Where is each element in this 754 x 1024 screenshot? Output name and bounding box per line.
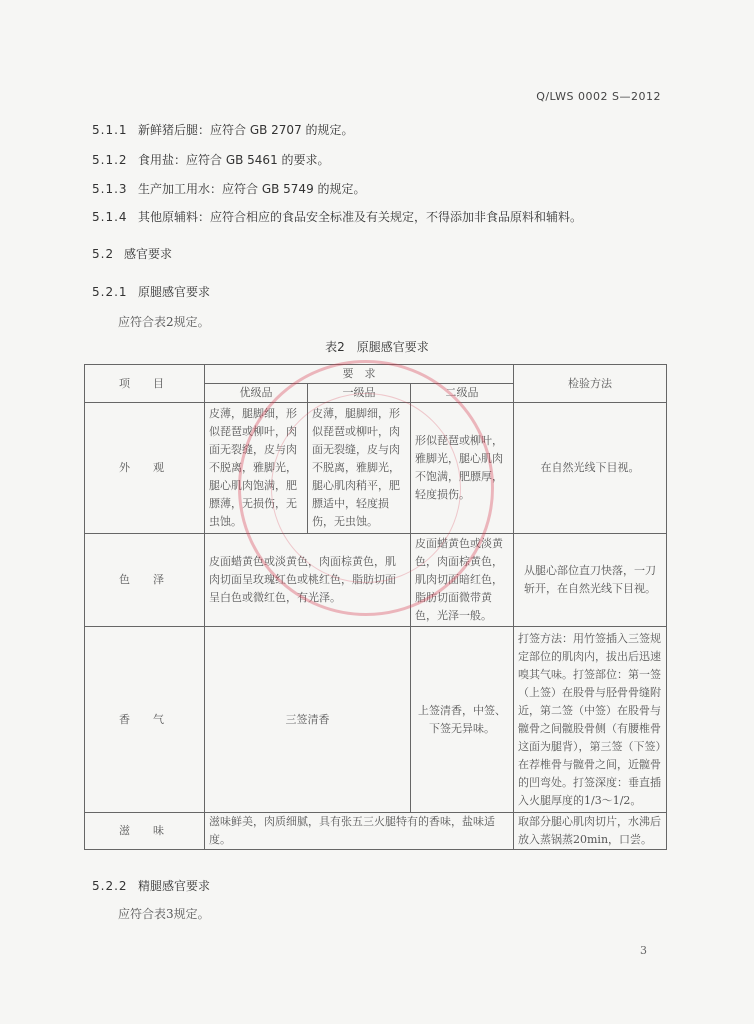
clause-text: 食用盐：应符合 GB 5461 的要求。 [138,153,330,167]
header-requirements: 要 求 [205,365,514,384]
table-header-row [85,365,667,384]
clause-text: 新鲜猪后腿：应符合 GB 2707 的规定。 [138,123,354,137]
cell-second: 皮面蜡黄色或淡黄色，肉面棕黄色，肌肉切面暗红色，脂肪切面微带黄色，光泽一般。 [411,534,514,627]
cell-method: 取部分腿心肌肉切片，水沸后放入蒸锅蒸20min，口尝。 [514,813,667,850]
cell-second: 形似琵琶或柳叶，雅脚光，腿心肌肉不饱满，肥膘厚，轻度损伤。 [411,403,514,534]
header-item: 项 目 [85,365,205,403]
section-5-2-1-heading [92,283,210,300]
cell-item: 香 气 [85,627,205,813]
clause-5-1-4 [92,208,582,225]
section-title: 原腿感官要求 [138,285,211,299]
cell-method: 从腿心部位直刀快落，一刀斩开，在自然光线下目视。 [514,534,667,627]
cell-item: 色 泽 [85,534,205,627]
cell-all-grades: 滋味鲜美，肉质细腻，具有张五三火腿特有的香味，盐味适度。 [205,813,514,850]
document-id: Q/LWS 0002 S—2012 [536,90,661,103]
section-number: 5.2 [92,247,115,261]
clause-number: 5.1.1 [92,123,128,137]
clause-5-1-1 [92,121,354,138]
cell-first: 皮薄，腿脚细，形似琵琶或柳叶，肉面无裂缝，皮与肉不脱离，雅脚光，腿心肌肉稍平，肥膘适中，轻度损伤，无虫蚀。 [308,403,411,534]
clause-text: 生产加工用水：应符合 GB 5749 的规定。 [138,182,366,196]
clause-5-1-2 [92,151,330,168]
sensory-requirements-table [84,364,667,850]
cell-premium-first: 皮面蜡黄色或淡黄色，肉面棕黄色，肌肉切面呈玫瑰红色或桃红色，脂肪切面呈白色或微红色，有光泽。 [205,534,411,627]
table-row-appearance [85,403,667,534]
page-number: 3 [640,944,647,957]
section-title: 感官要求 [124,247,173,261]
section-5-2-heading [92,245,172,262]
cell-method: 在自然光线下目视。 [514,403,667,534]
cell-second: 上签清香，中签、下签无异味。 [411,627,514,813]
section-number: 5.2.2 [92,879,128,893]
header-grade-second: 二级品 [411,384,514,403]
cell-method: 打签方法：用竹签插入三签规定部位的肌肉内，拔出后迅速嗅其气味。打签部位：第一签（上签）在股骨与胫骨骨缝附近，第二签（中签）在股骨与髋骨之间髋股骨侧（有腰椎骨这面为腿背），第三签（下签）在荐椎骨与髋骨之间，近髋骨的凹弯处。打签深度：垂直插入火腿厚度的1/3～1/2。 [514,627,667,813]
cell-item: 外 观 [85,403,205,534]
section-5-2-1-note: 应符合表2规定。 [118,315,210,329]
header-method: 检验方法 [514,365,667,403]
table-caption: 表2 原腿感官要求 [325,340,429,354]
clause-5-1-3 [92,180,366,197]
table-row-color [85,534,667,627]
header-grade-premium: 优级品 [205,384,308,403]
cell-item: 滋 味 [85,813,205,850]
header-grade-first: 一级品 [308,384,411,403]
clause-text: 其他原辅料：应符合相应的食品安全标准及有关规定，不得添加非食品原料和辅料。 [138,210,583,224]
cell-premium: 皮薄，腿脚细，形似琵琶或柳叶，肉面无裂缝，皮与肉不脱离，雅脚光，腿心肌肉饱满，肥膘薄，无损伤，无虫蚀。 [205,403,308,534]
clause-number: 5.1.2 [92,153,128,167]
section-title: 精腿感官要求 [138,879,211,893]
clause-number: 5.1.3 [92,182,128,196]
section-5-2-2-note: 应符合表3规定。 [118,907,210,921]
section-5-2-2-heading [92,877,210,894]
clause-number: 5.1.4 [92,210,128,224]
cell-premium-first: 三签清香 [205,627,411,813]
section-number: 5.2.1 [92,285,128,299]
table-row-taste [85,813,667,850]
table-row-aroma [85,627,667,813]
